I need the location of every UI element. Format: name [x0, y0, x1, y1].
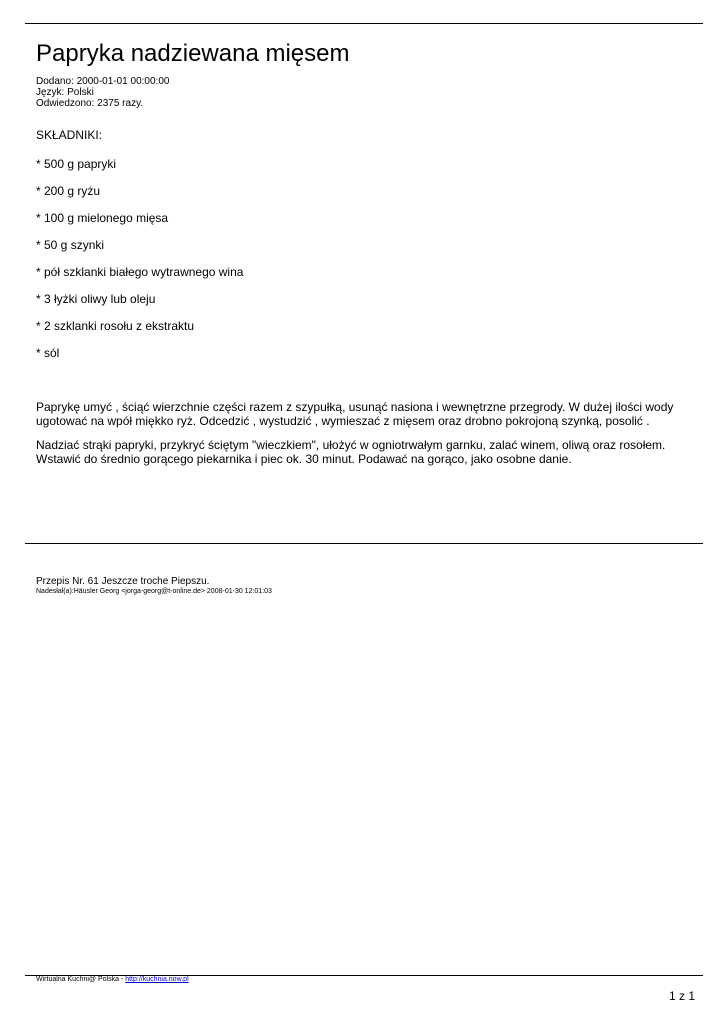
ingredients-list	[36, 157, 243, 373]
ingredients-heading: SKŁADNIKI:	[36, 128, 103, 142]
recipe-title: Papryka nadziewana mięsem	[36, 40, 350, 67]
ingredient-item: * 500 g papryki	[36, 157, 117, 171]
visit-count: Odwiedzono: 2375 razy.	[36, 98, 144, 109]
added-date: Dodano: 2000-01-01 00:00:00	[36, 76, 170, 87]
recipe-meta	[36, 76, 169, 109]
page-number: 1 z 1	[668, 989, 695, 1003]
sender-info: Nadesłał(a):Häusler Georg <jorga-georg@t-online.de> 2008-01-30 12:01:03	[36, 588, 272, 595]
instruction-paragraph: Paprykę umyć , ściąć wierzchnie części razem z szypułką, usunąć nasiona i wewnętrzne przegrody. W dużej ilości wody ugotować na wpół miękko ryż. Odcedzić , wystudzić , wymieszać z mięsem oraz drobno pokrojoną szynką, posolić .	[36, 400, 674, 428]
ingredient-item: * 100 g mielonego mięsa	[36, 211, 169, 225]
recipe-number: Przepis Nr. 61 Jeszcze troche Piepszu.	[36, 576, 210, 587]
ingredient-item: * 200 g ryżu	[36, 184, 101, 198]
page-footer	[36, 976, 189, 983]
ingredient-item: * 2 szklanki rosołu z ekstraktu	[36, 319, 195, 333]
instruction-paragraph: Nadziać strąki papryki, przykryć ściętym "wieczkiem", ułożyć w ogniotrwałym garnku, zalać winem, oliwą oraz rosołem. Wstawić do średnio gorącego piekarnika i piec ok. 30 minut. Podawać na gorąco, jako osobne danie.	[36, 438, 666, 466]
ingredient-item: * 50 g szynki	[36, 238, 105, 252]
top-rule	[25, 23, 703, 24]
site-name: Wirtualna Kuchni@ Polska -	[36, 976, 126, 983]
language: Język: Polski	[36, 87, 94, 98]
instructions	[36, 400, 686, 476]
ingredient-item: * sól	[36, 346, 60, 360]
site-link[interactable]: http://kuchnia.now.pl	[125, 976, 189, 983]
ingredient-item: * 3 łyżki oliwy lub oleju	[36, 292, 156, 306]
ingredient-item: * pół szklanki białego wytrawnego wina	[36, 265, 244, 279]
middle-rule	[25, 543, 703, 544]
recipe-source	[36, 576, 272, 596]
